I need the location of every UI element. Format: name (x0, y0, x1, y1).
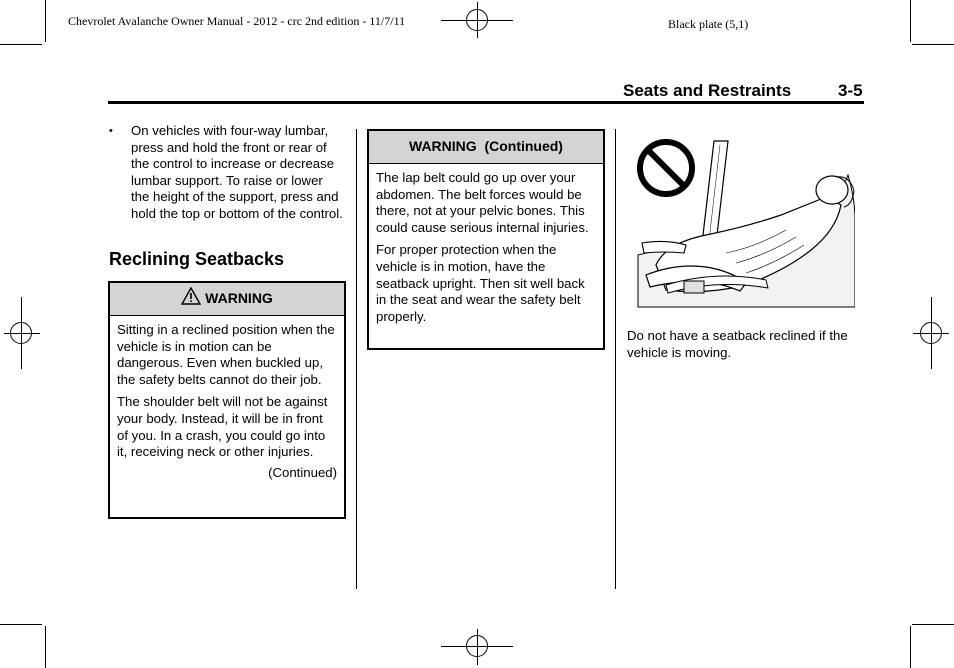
crop-mark (910, 0, 911, 42)
crop-mark (45, 626, 46, 668)
warning-body (110, 316, 344, 481)
prohibition-icon (640, 142, 692, 194)
warning-triangle-icon (181, 287, 201, 305)
bullet-item (109, 123, 344, 223)
crop-mark (912, 44, 954, 45)
crop-mark (0, 44, 42, 45)
warning-body (369, 164, 603, 325)
warning-paragraph: The lap belt could go up over your abdomen. The belt forces would be there, not at your pelvic bones. This could cause serious internal injuries. (376, 170, 589, 235)
crop-mark (912, 624, 954, 625)
bullet-text: On vehicles with four-way lumbar, press and hold the front or rear of the control to increase or decrease lumbar support. To raise or lower the height of the support, press and hold the top or bottom of the control. (131, 123, 343, 221)
crop-mark (45, 0, 46, 42)
warning-header (369, 131, 603, 164)
crop-mark (910, 626, 911, 668)
warning-label: WARNING (205, 290, 273, 306)
warning-paragraph: The shoulder belt will not be against your body. Instead, it will be in front of you. In a crash, you could go into it, receiving neck or other injuries. (117, 394, 328, 460)
warning-header (110, 283, 344, 316)
warning-box (367, 129, 605, 350)
warning-box (108, 281, 346, 519)
bullet-icon: • (109, 125, 113, 137)
column-divider (356, 129, 357, 589)
warning-paragraph: For proper protection when the vehicle is in motion, have the seatback upright. Then sit well back in the seat and wear the safety belt properly. (376, 242, 585, 324)
warning-paragraph: Sitting in a reclined position when the vehicle is in motion can be dangerous. Even when buckled up, the safety belts cannot do their job. (117, 322, 335, 387)
plate-label: Black plate (5,1) (668, 17, 749, 31)
reclined-seat-illustration (636, 135, 855, 309)
warning-label: WARNING (Continued) (409, 138, 563, 154)
header-rule (108, 101, 864, 104)
section-heading: Reclining Seatbacks (109, 249, 285, 269)
illustration-caption: Do not have a seatback reclined if the vehicle is moving. (627, 328, 848, 360)
plate-title: Chevrolet Avalanche Owner Manual - 2012 - crc 2nd edition - 11/7/11 (68, 14, 406, 28)
continued-label: (Continued) (268, 464, 337, 480)
column-divider (615, 129, 616, 589)
page-number: 3-5 (838, 81, 863, 100)
crop-mark (0, 624, 42, 625)
section-title: Seats and Restraints (623, 81, 792, 100)
